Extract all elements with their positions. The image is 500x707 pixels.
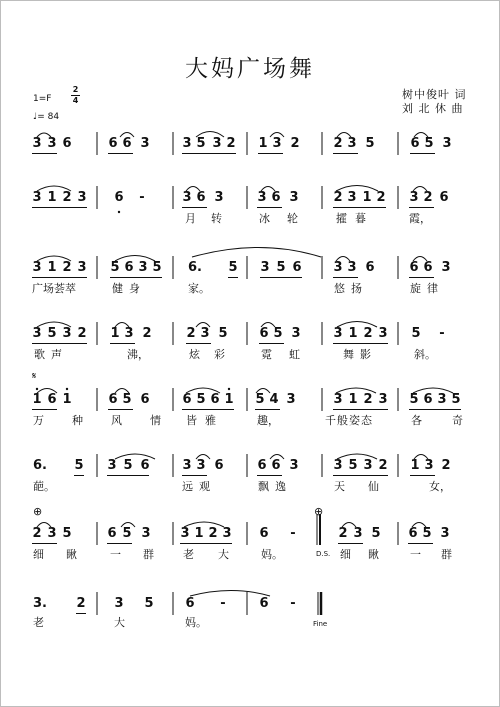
note: - (439, 326, 445, 341)
note: 1 (32, 392, 42, 407)
note: 3 (180, 526, 190, 541)
note: 6 (259, 596, 269, 611)
note: 2 (32, 526, 42, 541)
lyric: 一 (410, 548, 421, 561)
note: 3 (260, 260, 270, 275)
note: 1 (194, 526, 204, 541)
note: 3 (140, 136, 150, 151)
note: 5 (424, 136, 434, 151)
note: 3 (138, 260, 148, 275)
dal-segno-mark: D.S. (316, 550, 331, 558)
lyric: 趣， (257, 414, 279, 427)
lyric: 冰 (259, 212, 270, 225)
lyric: 葩。 (33, 480, 55, 493)
note: 3 (32, 190, 42, 205)
lyric: 大 (114, 616, 125, 629)
lyric: 仙 (368, 480, 379, 493)
lyric: 天 (334, 480, 345, 493)
note: 3 (289, 458, 299, 473)
lyric: 月 (185, 212, 196, 225)
key-signature: 1=F (33, 94, 52, 104)
lyric: 歌声 (34, 348, 68, 361)
lyric: 轮 (287, 212, 298, 225)
lyric: 霓 (261, 348, 272, 361)
note: 3 (32, 260, 42, 275)
lyric: 老 (33, 616, 44, 629)
note: 6 (259, 326, 269, 341)
note: 5 (196, 392, 206, 407)
lyric: 种 (72, 414, 83, 427)
note: 6 (107, 526, 117, 541)
note: 2 (77, 326, 87, 341)
note: 6 (185, 596, 195, 611)
note: 5 (451, 392, 461, 407)
note: 3 (363, 458, 373, 473)
note: 6 (409, 260, 419, 275)
note: 3 (141, 526, 151, 541)
note: 6 (259, 526, 269, 541)
note: 6 (210, 392, 220, 407)
note: 1 (348, 326, 358, 341)
note: 5 (74, 458, 84, 473)
note: 6 (408, 526, 418, 541)
note: 6 (47, 392, 57, 407)
note: 2 (333, 190, 343, 205)
lyric: 虹 (289, 348, 300, 361)
note: 3 (47, 526, 57, 541)
note: 6 (439, 190, 449, 205)
lyric: 瞅 (66, 548, 77, 561)
note: 5 (122, 526, 132, 541)
note: 2 (376, 190, 386, 205)
note: 1 (348, 392, 358, 407)
composer-credit: 刘 北 休 曲 (402, 102, 464, 115)
note: 5 (365, 136, 375, 151)
lyric: 霞， (409, 212, 431, 225)
lyric: 斜。 (414, 348, 436, 361)
lyric: 健身 (112, 282, 146, 295)
note: 2 (333, 136, 343, 151)
note: 2 (62, 190, 72, 205)
lyric: 女， (429, 480, 451, 493)
note: 2 (186, 326, 196, 341)
note: 3 (333, 260, 343, 275)
tempo-marking: ♩= 84 (33, 112, 60, 122)
lyric: 群 (143, 548, 154, 561)
note: - (290, 526, 296, 541)
coda-icon: ⊕ (314, 505, 324, 518)
note: 6 (140, 392, 150, 407)
coda-icon: ⊕ (33, 505, 43, 518)
note: 6 (114, 190, 124, 205)
lyric: 彩 (214, 348, 225, 361)
note: 3 (77, 190, 87, 205)
note: 6 (423, 260, 433, 275)
lyric: 各 (411, 414, 422, 427)
meter-bottom: 4 (72, 96, 79, 105)
note: 6 (182, 392, 192, 407)
note: 4 (269, 392, 279, 407)
note: 3 (77, 260, 87, 275)
note: 6 (257, 458, 267, 473)
note: - (290, 596, 296, 611)
note: 3 (196, 458, 206, 473)
note: 5 (62, 526, 72, 541)
note: 3 (214, 190, 224, 205)
note: 5 (228, 260, 238, 275)
note: 5 (47, 326, 57, 341)
lyric: 妈。 (261, 548, 283, 561)
lyric: 沸， (127, 348, 149, 361)
note: 6 (292, 260, 302, 275)
lyric: 大 (218, 548, 229, 561)
note: 5 (409, 392, 419, 407)
note: 6 (122, 136, 132, 151)
note: - (220, 596, 226, 611)
note: 1 (258, 136, 268, 151)
note: 2 (226, 136, 236, 151)
lyric: 转 (211, 212, 222, 225)
note: 2 (378, 458, 388, 473)
note: 3 (441, 260, 451, 275)
lyric: 广场荟萃 (32, 282, 76, 295)
note: 6. (188, 260, 202, 275)
lyric: 万 (33, 414, 44, 427)
lyric: 悠扬 (334, 282, 368, 295)
note: 5 (144, 596, 154, 611)
lyric: 皆雅 (186, 414, 224, 427)
note: 3 (32, 136, 42, 151)
note: 3 (424, 458, 434, 473)
note: 3 (289, 190, 299, 205)
note: 5 (218, 326, 228, 341)
note: 1 (110, 326, 120, 341)
lyric: 千般姿态 (325, 414, 373, 427)
meter-top: 2 (72, 85, 79, 94)
note: 5 (255, 392, 265, 407)
lyric: 情 (150, 414, 161, 427)
note: 2 (338, 526, 348, 541)
note: 3 (333, 392, 343, 407)
note: 3 (212, 136, 222, 151)
lyric: 细 (33, 548, 44, 561)
note: 2 (142, 326, 152, 341)
note: 3 (222, 526, 232, 541)
note: 3 (257, 190, 267, 205)
note: 6 (196, 190, 206, 205)
note: 3 (286, 392, 296, 407)
note: 6 (423, 392, 433, 407)
note: 3 (114, 596, 124, 611)
note: 2 (423, 190, 433, 205)
note: 6 (108, 392, 118, 407)
note: 1 (62, 392, 72, 407)
note: 1 (224, 392, 234, 407)
note: 6 (124, 260, 134, 275)
note: 3 (124, 326, 134, 341)
note: - (139, 190, 145, 205)
note: 3. (33, 596, 47, 611)
note: 3 (32, 326, 42, 341)
note: 2 (62, 260, 72, 275)
lyric: 妈。 (185, 616, 207, 629)
note: 2 (441, 458, 451, 473)
note: 1 (362, 190, 372, 205)
lyric: 炫 (189, 348, 200, 361)
note: 3 (347, 190, 357, 205)
note: 3 (291, 326, 301, 341)
note: 3 (353, 526, 363, 541)
note: 3 (378, 392, 388, 407)
lyric: 一 (110, 548, 121, 561)
note: 2 (76, 596, 86, 611)
segno-icon: 𝄋 (32, 371, 37, 382)
note: 3 (182, 458, 192, 473)
lyric: 舞影 (343, 348, 377, 361)
lyric: 旋律 (410, 282, 444, 295)
note: 5 (110, 260, 120, 275)
note: 3 (442, 136, 452, 151)
note: 3 (62, 326, 72, 341)
lyric: 奇 (452, 414, 463, 427)
note: 2 (208, 526, 218, 541)
note: 3 (200, 326, 210, 341)
note: 3 (378, 326, 388, 341)
note: 3 (182, 190, 192, 205)
note: 5 (348, 458, 358, 473)
note: 2 (363, 392, 373, 407)
note: 3 (107, 458, 117, 473)
note: 1 (410, 458, 420, 473)
note: 5 (122, 392, 132, 407)
lyric: 瞅 (368, 548, 379, 561)
note: 6. (33, 458, 47, 473)
lyric: 风 (111, 414, 122, 427)
note: 6 (214, 458, 224, 473)
note: 6 (62, 136, 72, 151)
note: 1 (47, 190, 57, 205)
lyric: 家。 (188, 282, 210, 295)
note: 2 (363, 326, 373, 341)
note: 5 (422, 526, 432, 541)
note: 3 (437, 392, 447, 407)
note: 5 (273, 326, 283, 341)
note: 2 (290, 136, 300, 151)
note: 5 (123, 458, 133, 473)
note: 5 (196, 136, 206, 151)
note: 3 (347, 260, 357, 275)
lyric: 飘逸 (258, 480, 292, 493)
note: 5 (411, 326, 421, 341)
note: 3 (47, 136, 57, 151)
lyric: 远观 (182, 480, 216, 493)
fine-mark: Fine (313, 620, 328, 628)
note: 5 (276, 260, 286, 275)
note: 6 (108, 136, 118, 151)
lyric: 细 (340, 548, 351, 561)
note: 3 (440, 526, 450, 541)
lyric: 攉暮 (336, 212, 374, 225)
note: 6 (140, 458, 150, 473)
note: 1 (47, 260, 57, 275)
note: 3 (182, 136, 192, 151)
song-title: 大妈广场舞 (185, 56, 315, 82)
note: 3 (347, 136, 357, 151)
note: 3 (333, 458, 343, 473)
note: 6 (271, 458, 281, 473)
lyric: 老 (183, 548, 194, 561)
note: 3 (409, 190, 419, 205)
lyricist-credit: 树中俊叶 词 (402, 88, 467, 101)
note: 5 (152, 260, 162, 275)
note: 6 (271, 190, 281, 205)
note: 3 (272, 136, 282, 151)
lyric: 群 (441, 548, 452, 561)
note: 6 (365, 260, 375, 275)
note: 6 (410, 136, 420, 151)
note: 3 (333, 326, 343, 341)
note: 5 (371, 526, 381, 541)
